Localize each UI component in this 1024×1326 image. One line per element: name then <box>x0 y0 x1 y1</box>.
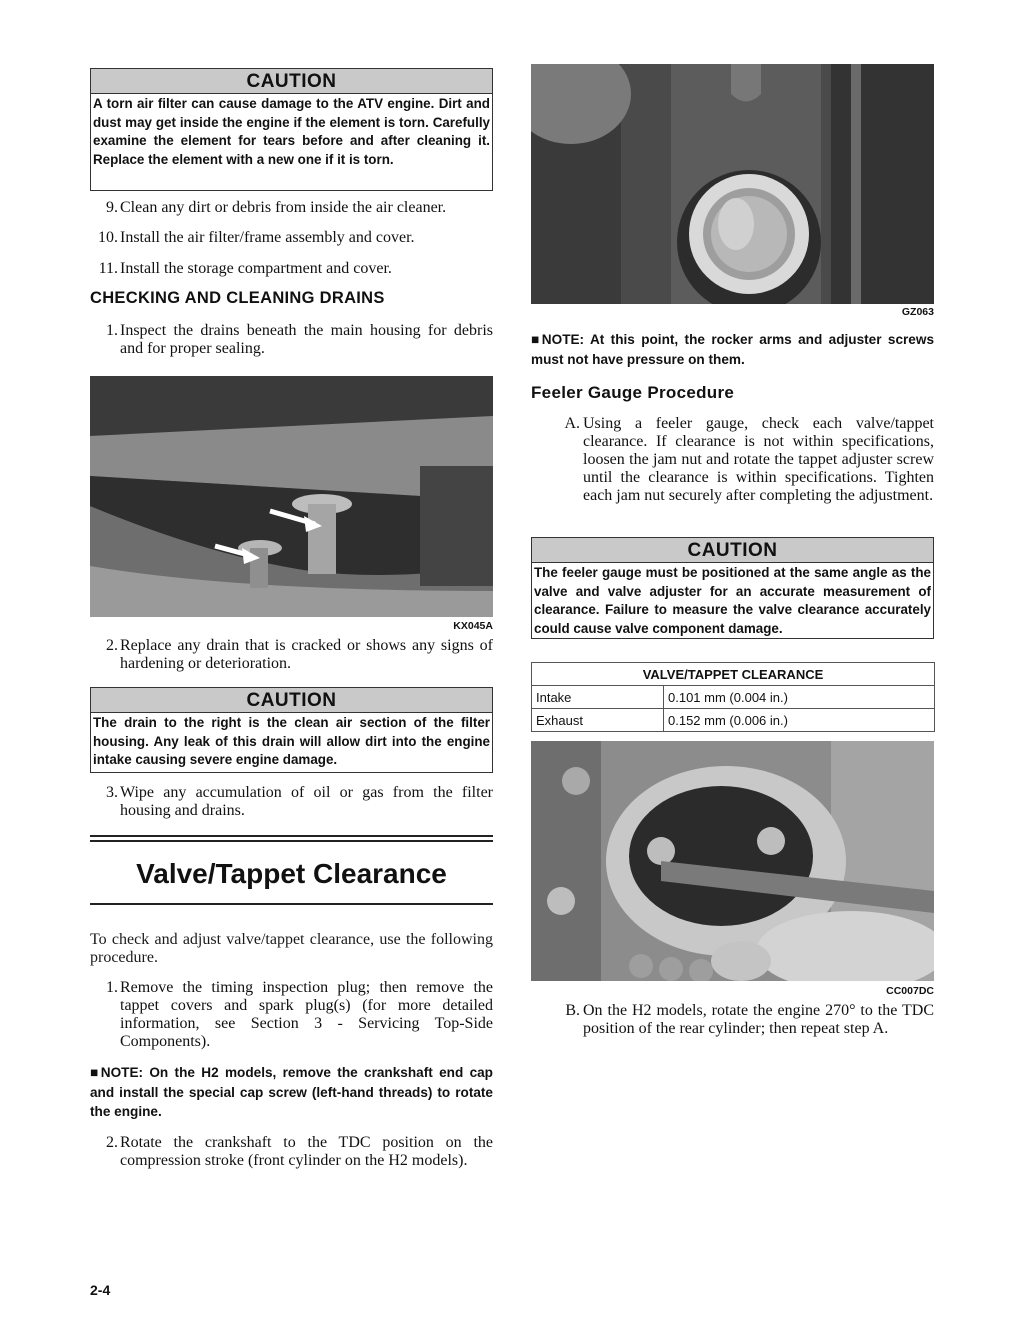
section-rule-top-2 <box>90 840 493 842</box>
step-text: Remove the timing inspection plug; then remove the tappet covers and spark plug(s) (for more detailed information, see Section 3 - Servicing Top-Side Components). <box>120 979 493 1050</box>
step-number: 1. <box>106 322 118 339</box>
table-cell-value: 0.101 mm (0.004 in.) <box>664 686 935 709</box>
table-header-row <box>532 663 935 686</box>
caution-heading: CAUTION <box>532 538 933 563</box>
drain-photo <box>90 376 493 617</box>
step-10 <box>90 229 493 247</box>
caution-text: The drain to the right is the clean air section of the filter housing. Any leak of this drain will allow dirt into the engine intake causing severe engine damage. <box>93 715 490 768</box>
valve-step-1 <box>90 979 493 1051</box>
clearance-table <box>531 662 935 732</box>
drain-step-3 <box>90 784 493 820</box>
step-text: Clean any dirt or debris from inside the air cleaner. <box>120 199 447 216</box>
step-9 <box>90 199 493 217</box>
step-a <box>531 415 934 523</box>
table-cell-value: 0.152 mm (0.006 in.) <box>664 709 935 732</box>
valve-step-2 <box>90 1134 493 1188</box>
table-title: VALVE/TAPPET CLEARANCE <box>532 663 935 686</box>
table-row <box>532 709 935 732</box>
step-number: 9. <box>106 199 118 216</box>
step-text: Using a feeler gauge, check each valve/tappet clearance. If clearance is not within specifications, loosen the jam nut and rotate the tappet adjuster screw until the clearance is within specifications. Tighten each jam nut securely after completing the adjustment. <box>583 415 934 504</box>
caution-heading: CAUTION <box>91 688 492 713</box>
caution-box-air-filter <box>90 68 493 191</box>
step-number: 3. <box>106 784 118 801</box>
step-text: Replace any drain that is cracked or shows any signs of hardening or deterioration. <box>120 637 493 672</box>
step-text: Install the storage compartment and cover. <box>120 260 392 277</box>
caution-text: The feeler gauge must be positioned at the same angle as the valve and valve adjuster for an accurate measurement of clearance. Failure to measure the valve clearance accurately could cause valve component damage. <box>534 565 931 636</box>
section-title: Valve/Tappet Clearance <box>136 858 447 889</box>
step-b <box>531 1002 934 1056</box>
intro-paragraph: To check and adjust valve/tappet clearance, use the following procedure. <box>90 931 493 966</box>
table-row <box>532 686 935 709</box>
page-number: 2-4 <box>90 1282 111 1298</box>
caution-box-drain <box>90 687 493 773</box>
step-text: Rotate the crankshaft to the TDC position on the compression stroke (front cylinder on the H2 models). <box>120 1134 493 1169</box>
step-number: 11. <box>98 260 118 277</box>
drain-step-2 <box>90 637 493 673</box>
step-number: 10. <box>98 229 118 246</box>
step-number: B. <box>565 1002 580 1019</box>
step-11 <box>90 260 493 278</box>
step-number: 1. <box>106 979 118 996</box>
photo-caption: KX045A <box>453 620 493 632</box>
tappet-cover-photo <box>531 64 934 304</box>
section-rule-top <box>90 835 493 837</box>
step-text: Install the air filter/frame assembly and cover. <box>120 229 415 246</box>
step-text: Inspect the drains beneath the main housing for debris and for proper sealing. <box>120 322 493 357</box>
feeler-gauge-photo <box>531 741 934 981</box>
photo-caption: GZ063 <box>901 306 934 318</box>
table-cell-label: Intake <box>532 686 664 709</box>
drain-step-1 <box>90 322 493 358</box>
note-crankshaft: ■NOTE: On the H2 models, remove the crankshaft end cap and install the special cap screw (left-hand threads) to rotate the engine. <box>90 1065 493 1119</box>
step-number: A. <box>564 415 580 432</box>
step-number: 2. <box>106 637 118 654</box>
step-text: Wipe any accumulation of oil or gas from the filter housing and drains. <box>120 784 493 819</box>
caution-box-feeler-gauge <box>531 537 934 639</box>
photo-caption: CC007DC <box>886 985 934 997</box>
section-rule-bottom <box>90 903 493 905</box>
note-rocker-arms: ■NOTE: At this point, the rocker arms and adjuster screws must not have pressure on them. <box>531 332 934 367</box>
drains-heading: CHECKING AND CLEANING DRAINS <box>90 289 385 307</box>
table-cell-label: Exhaust <box>532 709 664 732</box>
caution-heading: CAUTION <box>91 69 492 94</box>
step-text: On the H2 models, rotate the engine 270° to the TDC position of the rear cylinder; then repeat step A. <box>583 1002 934 1037</box>
caution-text: A torn air filter can cause damage to the ATV engine. Dirt and dust may get inside the engine if the element is torn. Carefully examine the element for tears before and after cleaning it. Replace the element with a new one if it is torn. <box>93 96 490 167</box>
feeler-gauge-heading: Feeler Gauge Procedure <box>531 383 735 402</box>
step-number: 2. <box>106 1134 118 1151</box>
